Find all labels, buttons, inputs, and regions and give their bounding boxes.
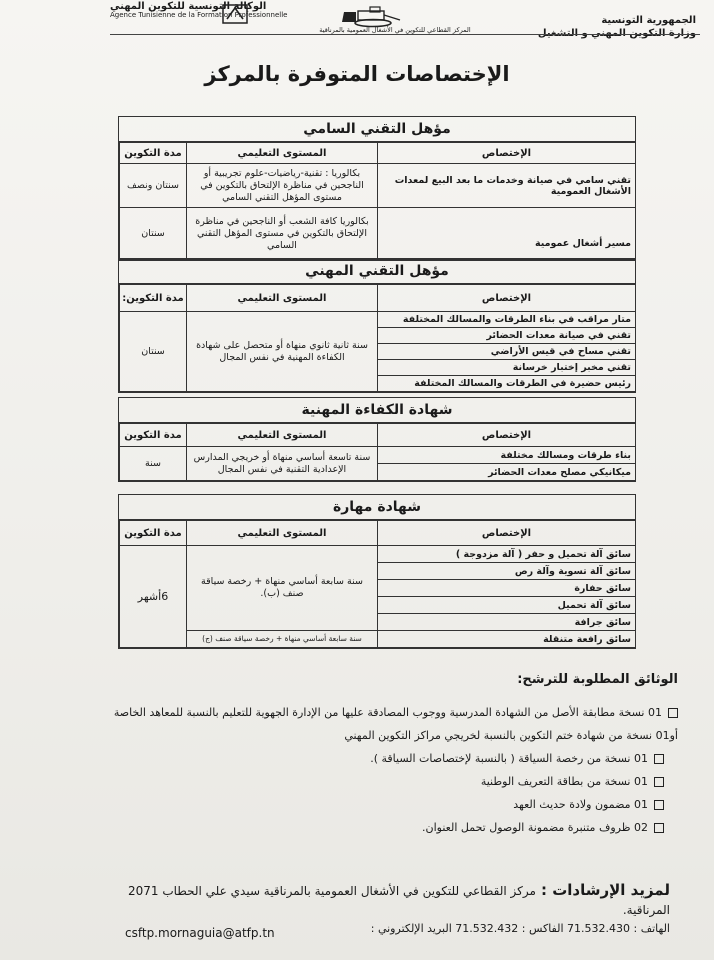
- specialty-cell: مسير أشغال عمومية: [378, 208, 636, 260]
- level-cell: بكالوريا : تقنية-رياضيات-علوم تجريبية أو الناجحين في مناظرة الإلتحاق بالتكوين في مستوى المؤهل التقني السامي: [187, 164, 378, 208]
- col-specialty: الإختصاص: [378, 285, 636, 312]
- table-row: [120, 164, 636, 208]
- col-duration: مدة التكوين: [120, 521, 187, 546]
- col-duration: مدة التكوين:: [120, 285, 187, 312]
- letterhead: [0, 0, 714, 60]
- table-header-row: [120, 424, 636, 447]
- center-address: مركز القطاعي للتكوين في الأشغال العمومية بالمرناقية سيدي علي الحطاب 2071 المرناقية.: [127, 884, 670, 917]
- col-duration: مدة التكوين: [120, 143, 187, 164]
- specialty-cell: متار مراقب في بناء الطرقات والمسالك المختلفة: [378, 312, 636, 328]
- specialties-table: [119, 142, 636, 260]
- page-title: الإختصاصات المتوفرة بالمركز: [204, 62, 510, 86]
- duration-cell: سنة: [120, 447, 187, 481]
- table-header-row: [120, 143, 636, 164]
- level-cell: بكالوريا كافة الشعب أو الناجحين في مناظرة الإلتحاق بالتكوين في مستوى المؤهل التقني السامي: [187, 208, 378, 260]
- section-title: شهادة مهارة: [119, 495, 635, 520]
- document-text: 01 نسخة من رخصة السياقة ( بالنسبة لإختصاصات السياقة ).: [370, 752, 648, 765]
- section-higher-technician: [118, 116, 636, 261]
- specialty-cell: سائق آلة تحميل و حفر ( آلة مزدوجة ): [378, 546, 636, 563]
- bulldozer-logo-icon: [340, 6, 410, 28]
- specialty-cell: سائق رافعة متنقلة: [378, 631, 636, 648]
- table-row: [120, 208, 636, 260]
- document-item: [70, 793, 678, 816]
- document-item: [70, 770, 678, 793]
- specialty-cell: بناء طرقات ومسالك مختلفة: [378, 447, 636, 464]
- center-line: المركز القطاعي للتكوين في الأشغال العمومية بالمرناقية: [319, 26, 471, 34]
- agency-logo-icon: [222, 4, 248, 24]
- ministry-name: وزارة التكوين المهني و التشغيل: [537, 28, 696, 39]
- checkbox-icon: [654, 823, 664, 833]
- level-cell: سنة سابعة أساسي منهاة + رخصة سياقة صنف (ب).: [187, 546, 378, 631]
- phone-fax-line: الهاتف : 71.532.430 الفاكس : 71.532.432 البريد الإلكتروني :: [370, 922, 670, 935]
- col-duration: مدة التكوين: [120, 424, 187, 447]
- col-level: المستوى التعليمي: [187, 143, 378, 164]
- agency-name-ar: الوكالة التونسية للتكوين المهني: [110, 1, 267, 12]
- level-cell: سنة تاسعة أساسي منهاة أو خريجي المدارس الإعدادية التقنية في نفس المجال: [187, 447, 378, 481]
- section-title: مؤهل التقني السامي: [119, 117, 635, 142]
- specialties-table: [119, 520, 636, 648]
- col-specialty: الإختصاص: [378, 424, 636, 447]
- specialty-cell: سائق آلة تسوية وآلة رص: [378, 563, 636, 580]
- col-specialty: الإختصاص: [378, 143, 636, 164]
- checkbox-icon: [654, 777, 664, 787]
- specialty-cell: ميكانيكي مصلح معدات الحضائر: [378, 464, 636, 481]
- duration-cell: سنتان: [120, 208, 187, 260]
- col-level: المستوى التعليمي: [187, 521, 378, 546]
- col-level: المستوى التعليمي: [187, 285, 378, 312]
- table-header-row: [120, 285, 636, 312]
- section-skill-certificate: [118, 494, 636, 649]
- checkbox-icon: [668, 708, 678, 718]
- specialty-cell: سائق حفارة: [378, 580, 636, 597]
- specialty-cell: تقني سامي في صيانة وخدمات ما بعد البيع لمعدات الأشغال العمومية: [378, 164, 636, 208]
- checkbox-icon: [654, 800, 664, 810]
- document-text: 02 ظروف متنبرة مضمونة الوصول تحمل العنوان.: [422, 821, 648, 834]
- email-address[interactable]: csftp.mornaguia@atfp.tn: [125, 926, 275, 940]
- republic-name: الجمهورية التونسية: [601, 15, 696, 26]
- table-row: [120, 631, 636, 648]
- specialty-cell: سائق جرافة: [378, 614, 636, 631]
- document-item: [70, 701, 678, 724]
- table-header-row: [120, 521, 636, 546]
- col-level: المستوى التعليمي: [187, 424, 378, 447]
- col-specialty: الإختصاص: [378, 521, 636, 546]
- info-title: لمزيد الإرشادات :: [540, 881, 670, 899]
- document-text: 01 نسخة من بطاقة التعريف الوطنية: [480, 775, 648, 788]
- document-text: 01 نسخة مطابقة الأصل من الشهادة المدرسية ووجوب المصادقة عليها من الإدارة الجهوية للتعليم بالنسبة للمعاهد الخاصة: [113, 706, 662, 719]
- specialty-cell: سائق آلة تحميل: [378, 597, 636, 614]
- info-first-line: [90, 880, 670, 918]
- level-cell: سنة سابعة أساسي منهاة + رخصة سياقة صنف (ج): [187, 631, 378, 648]
- documents-title: الوثائق المطلوبة للترشح:: [517, 672, 678, 687]
- specialty-cell: تقني مخبر إختبار خرسانة: [378, 360, 636, 376]
- ministry-block: [538, 14, 696, 40]
- required-documents: [70, 672, 678, 839]
- section-title: شهادة الكفاءة المهنية: [119, 398, 635, 423]
- table-row: [120, 447, 636, 464]
- specialty-cell: تقني مساح في قيس الأراضي: [378, 344, 636, 360]
- document-item: [70, 816, 678, 839]
- duration-cell: سنتان: [120, 312, 187, 392]
- document-text: أو01 نسخة من شهادة ختم التكوين بالنسبة لخريجي مراكز التكوين المهني: [344, 729, 678, 742]
- document-item: [70, 724, 678, 747]
- agency-block: [110, 2, 287, 20]
- table-row: [120, 312, 636, 328]
- checkbox-icon: [654, 754, 664, 764]
- section-title: مؤهل التقني المهني: [119, 259, 635, 284]
- header-rule: [110, 34, 700, 35]
- agency-name-fr: Agence Tunisienne de la Formation Professionnelle: [110, 11, 288, 19]
- specialties-table: [119, 284, 636, 392]
- specialty-cell: رئيس حضيرة في الطرقات والمسالك المختلفة: [378, 376, 636, 392]
- document-item: [70, 747, 678, 770]
- specialties-table: [119, 423, 636, 481]
- level-cell: سنة ثانية ثانوي منهاة أو متحصل على شهادة الكفاءة المهنية في نفس المجال: [187, 312, 378, 392]
- duration-cell: سنتان ونصف: [120, 164, 187, 208]
- section-professional-technician: [118, 258, 636, 393]
- specialty-cell: تقني في صيانة معدات الحضائر: [378, 328, 636, 344]
- section-professional-competence: [118, 397, 636, 482]
- duration-cell: 6أشهر: [120, 546, 187, 648]
- document-text: 01 مضمون ولادة حديث العهد: [513, 798, 648, 811]
- table-row: [120, 546, 636, 563]
